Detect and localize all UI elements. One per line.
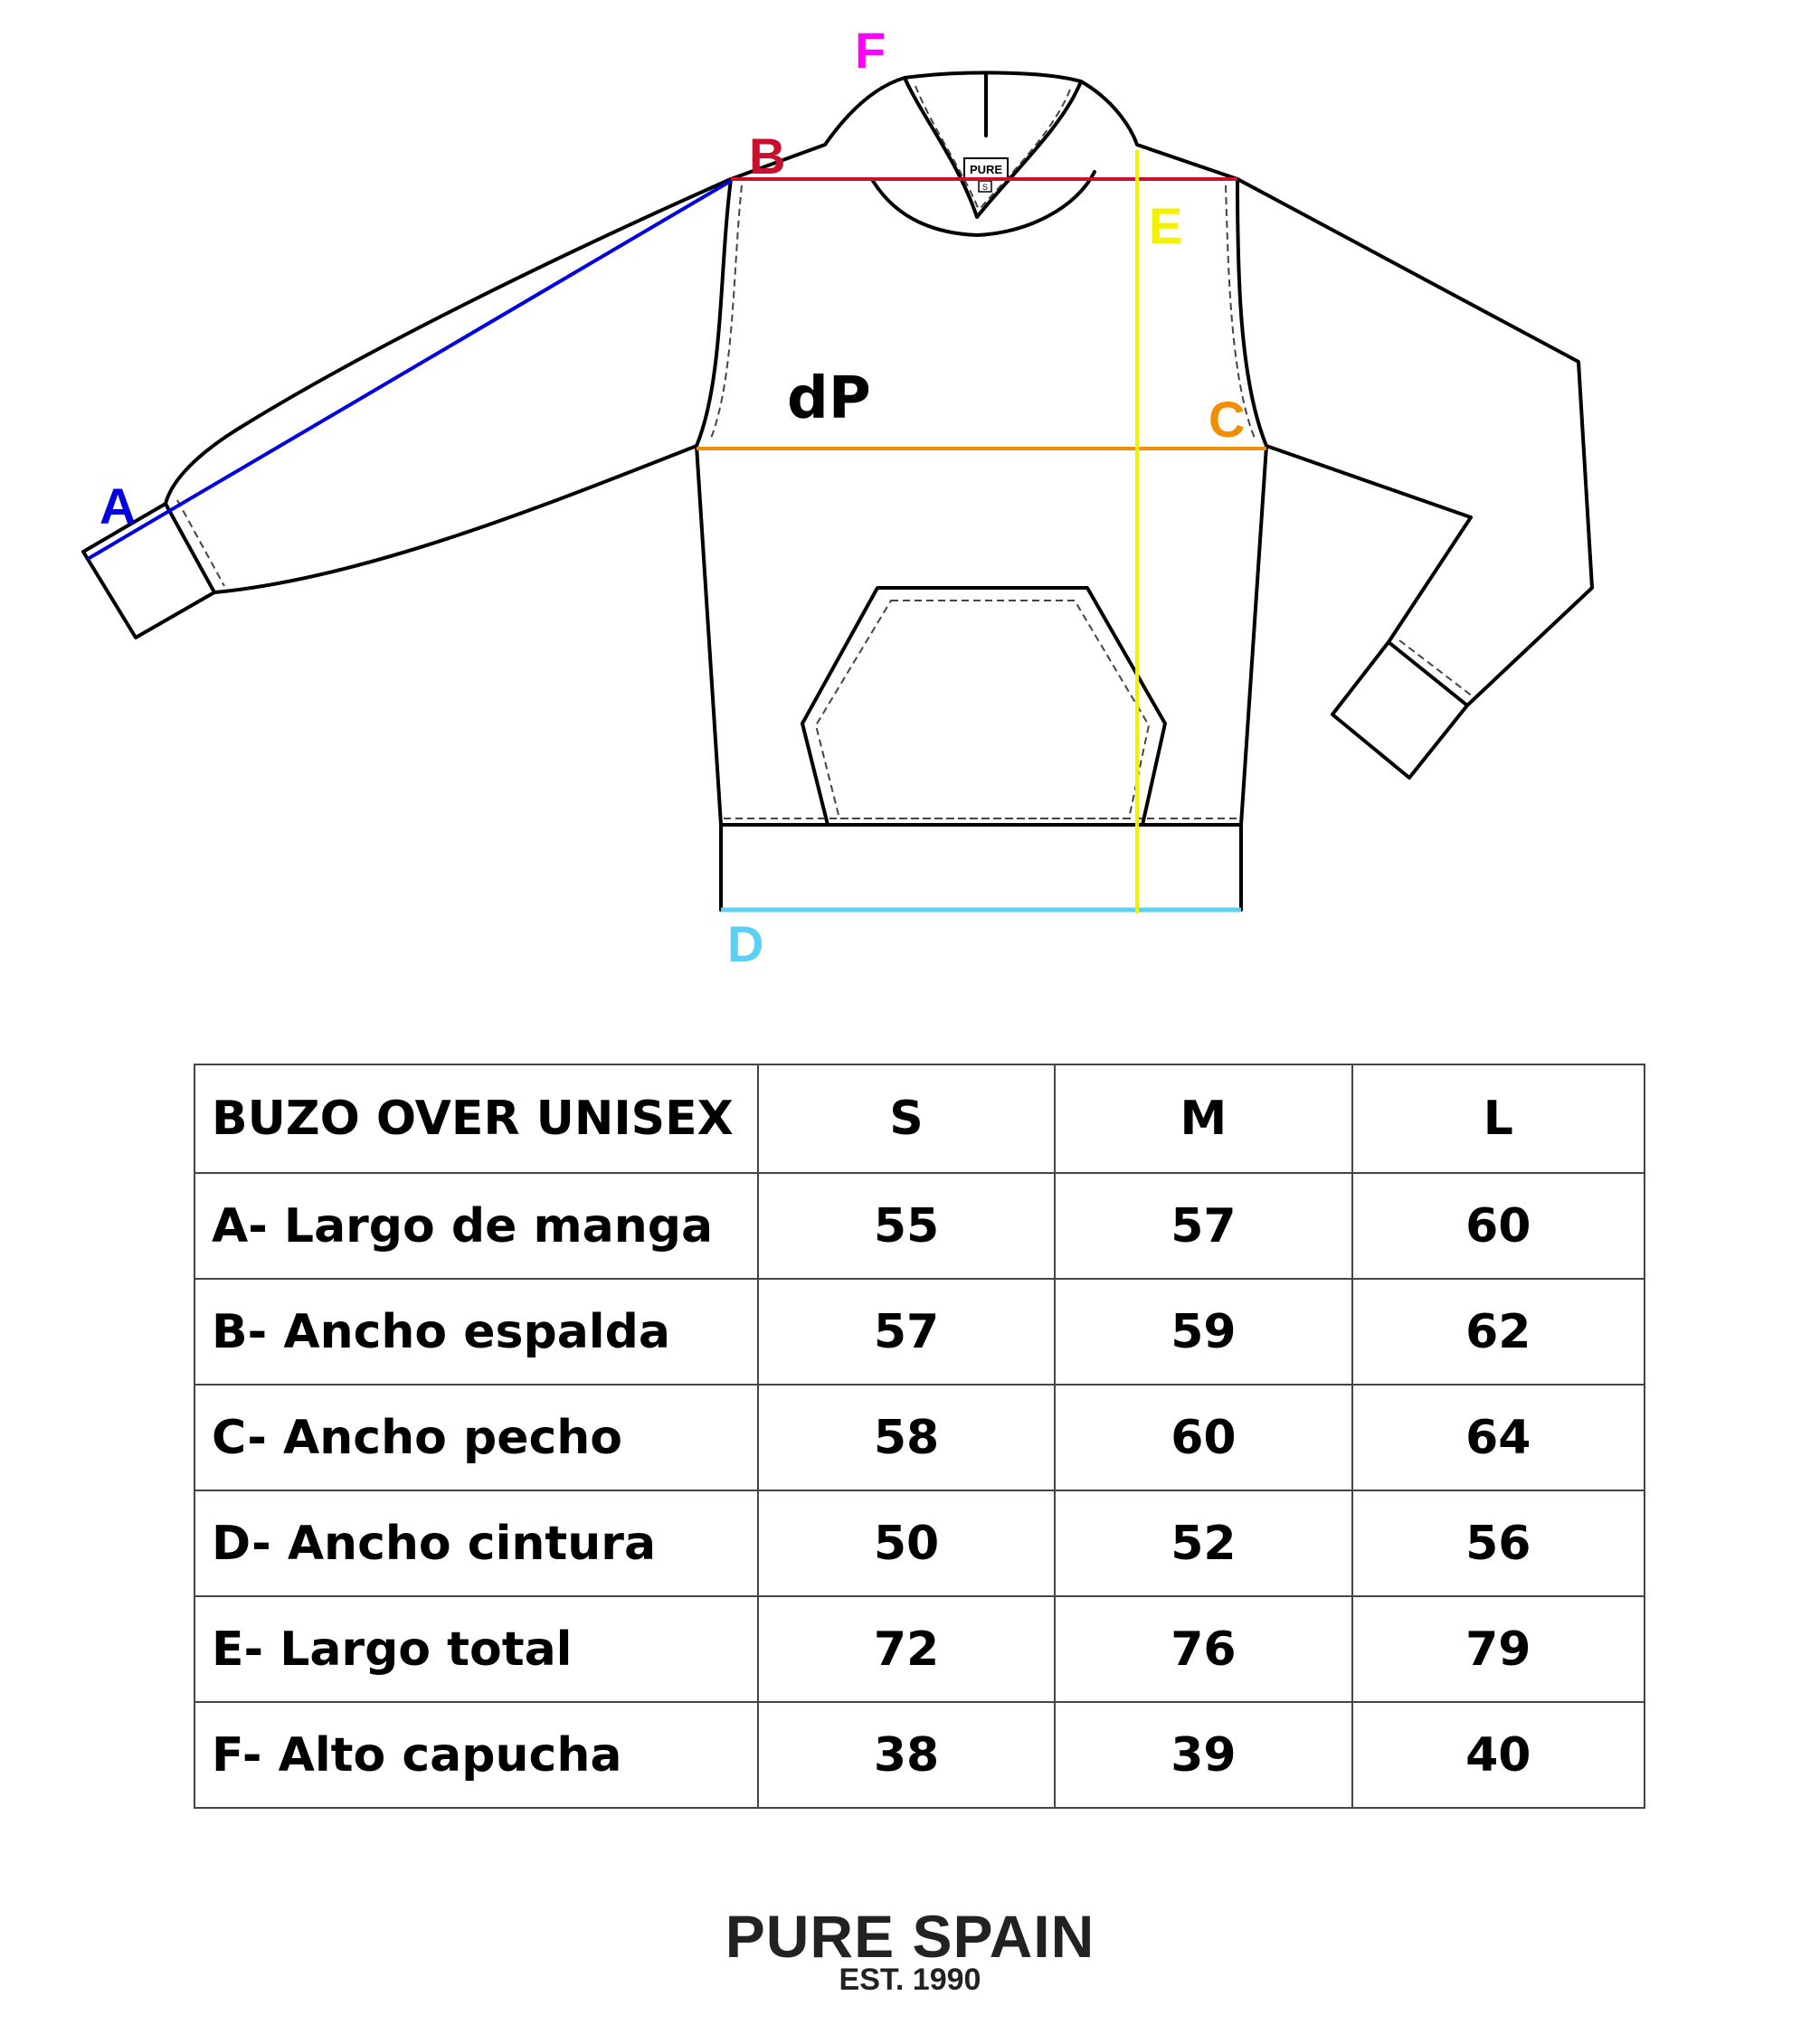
table-row bbox=[194, 1173, 1645, 1279]
table-header-size-l: L bbox=[1352, 1064, 1645, 1173]
right-cuff bbox=[1332, 642, 1467, 778]
neck-tag-text: PURE bbox=[969, 163, 1003, 176]
measure-label-b: B bbox=[749, 128, 786, 184]
hood-inner bbox=[873, 78, 1095, 235]
brand-established: EST. 1990 bbox=[839, 1963, 981, 1997]
table-row bbox=[194, 1490, 1645, 1596]
measure-value-m: 76 bbox=[1055, 1596, 1351, 1702]
measure-name: A- Largo de manga bbox=[194, 1173, 758, 1279]
size-chart-table bbox=[194, 1064, 1645, 1809]
measure-line-a bbox=[88, 181, 731, 559]
neck-tag-size: S bbox=[981, 183, 989, 192]
table-row bbox=[194, 1702, 1645, 1808]
chest-logo: dP bbox=[787, 365, 871, 432]
table-row bbox=[194, 1279, 1645, 1385]
measure-label-a: A bbox=[100, 478, 137, 534]
measure-name: E- Largo total bbox=[194, 1596, 758, 1702]
hoodie-diagram bbox=[0, 0, 1820, 995]
measure-value-l: 60 bbox=[1352, 1173, 1645, 1279]
kangaroo-pocket bbox=[802, 588, 1165, 825]
measure-value-s: 57 bbox=[758, 1279, 1055, 1385]
measure-value-l: 56 bbox=[1352, 1490, 1645, 1596]
measure-value-m: 59 bbox=[1055, 1279, 1351, 1385]
hoodie-waistband bbox=[721, 825, 1241, 910]
measure-value-s: 58 bbox=[758, 1385, 1055, 1490]
measure-value-s: 55 bbox=[758, 1173, 1055, 1279]
measure-value-s: 50 bbox=[758, 1490, 1055, 1596]
measure-label-d: D bbox=[727, 915, 764, 972]
measure-value-m: 60 bbox=[1055, 1385, 1351, 1490]
measure-label-f: F bbox=[855, 22, 886, 79]
table-header-size-m: M bbox=[1055, 1064, 1351, 1173]
measure-value-l: 64 bbox=[1352, 1385, 1645, 1490]
measure-value-s: 72 bbox=[758, 1596, 1055, 1702]
measure-name: F- Alto capucha bbox=[194, 1702, 758, 1808]
measure-value-m: 57 bbox=[1055, 1173, 1351, 1279]
measure-label-c: C bbox=[1209, 391, 1246, 448]
hoodie-body bbox=[697, 179, 1266, 825]
table-header-row bbox=[194, 1064, 1645, 1173]
table-header-title: BUZO OVER UNISEX bbox=[194, 1064, 758, 1173]
measure-value-l: 79 bbox=[1352, 1596, 1645, 1702]
table-row bbox=[194, 1596, 1645, 1702]
measure-label-e: E bbox=[1149, 197, 1183, 254]
measure-value-m: 52 bbox=[1055, 1490, 1351, 1596]
measure-name: D- Ancho cintura bbox=[194, 1490, 758, 1596]
measure-name: B- Ancho espalda bbox=[194, 1279, 758, 1385]
table-header-size-s: S bbox=[758, 1064, 1055, 1173]
measure-value-l: 62 bbox=[1352, 1279, 1645, 1385]
right-sleeve bbox=[1237, 179, 1592, 705]
measure-value-l: 40 bbox=[1352, 1702, 1645, 1808]
measure-value-m: 39 bbox=[1055, 1702, 1351, 1808]
measure-name: C- Ancho pecho bbox=[194, 1385, 758, 1490]
left-sleeve bbox=[166, 179, 731, 592]
measure-value-s: 38 bbox=[758, 1702, 1055, 1808]
brand-name: PURE SPAIN bbox=[725, 1903, 1095, 1970]
table-row bbox=[194, 1385, 1645, 1490]
